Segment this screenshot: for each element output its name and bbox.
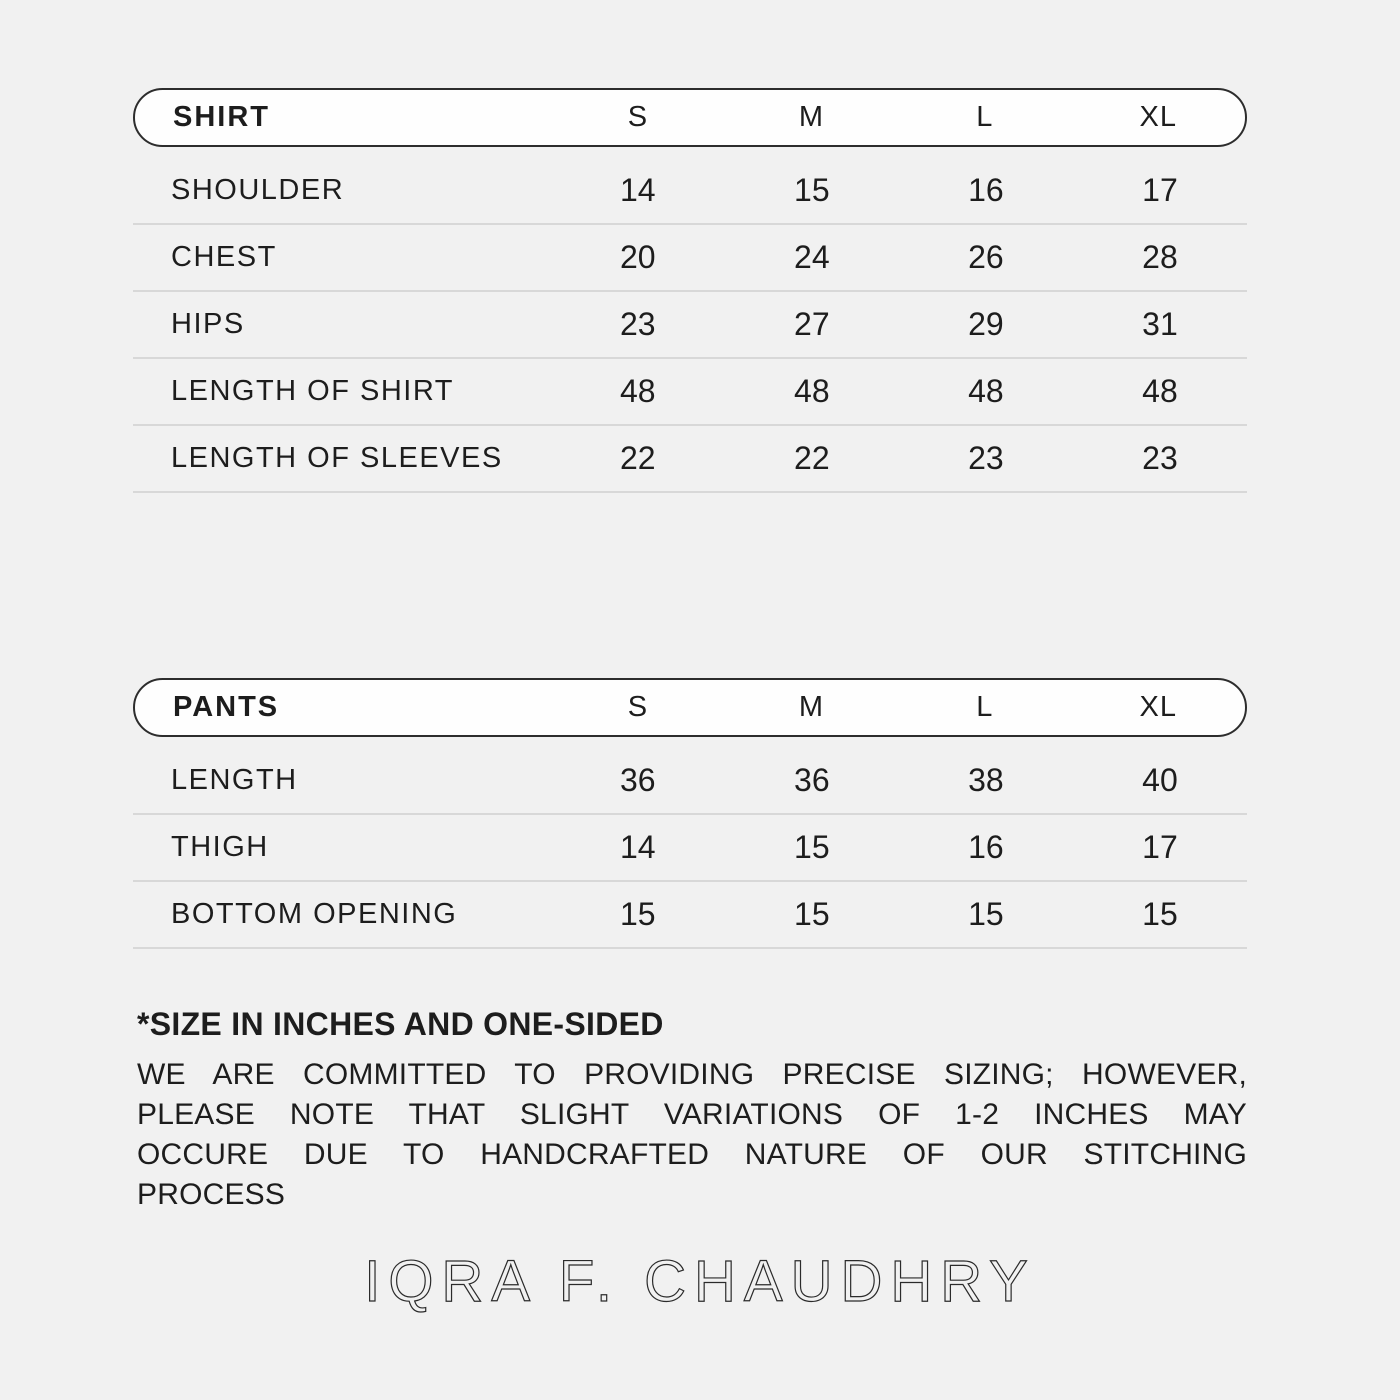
row-value: 15: [794, 896, 830, 932]
row-value: 28: [1142, 239, 1178, 275]
brand-logo: IQRA F. CHAUDHRY: [364, 1249, 1036, 1314]
shirt-column-header-s: S: [627, 101, 649, 133]
shirt-table-rows: [133, 158, 1247, 493]
row-value: 14: [619, 829, 656, 865]
pants-table-header-pill: [133, 678, 1247, 737]
pants-table-title: PANTS: [173, 691, 280, 723]
row-value: 17: [1142, 172, 1178, 208]
row-value: 40: [1142, 762, 1178, 798]
pants-column-header-m: M: [798, 691, 824, 723]
row-label: LENGTH OF SHIRT: [171, 375, 454, 407]
row-value: 26: [968, 239, 1004, 275]
shirt-table-title: SHIRT: [173, 101, 270, 133]
row-value: 31: [1142, 306, 1178, 342]
row-value: 48: [968, 373, 1004, 409]
table-row: [133, 292, 1247, 359]
row-value: 15: [794, 829, 830, 865]
row-value: 48: [1142, 373, 1178, 409]
row-value: 48: [619, 373, 656, 409]
table-row: [133, 359, 1247, 426]
row-label: CHEST: [171, 241, 277, 273]
row-value: 29: [968, 306, 1004, 342]
pants-size-table: [133, 678, 1247, 949]
row-value: 16: [968, 172, 1004, 208]
pants-table-rows: [133, 748, 1247, 949]
table-row: [133, 815, 1247, 882]
row-value: 27: [794, 306, 830, 342]
row-value: 20: [619, 239, 656, 275]
shirt-column-header-xl: XL: [1139, 101, 1178, 133]
pants-column-header-l: L: [976, 691, 994, 723]
row-value: 15: [1142, 896, 1178, 932]
row-value: 17: [1142, 829, 1178, 865]
row-value: 22: [794, 440, 830, 476]
pants-column-header-s: S: [627, 691, 649, 723]
row-label: SHOULDER: [171, 174, 345, 206]
row-value: 36: [794, 762, 830, 798]
table-row: [133, 225, 1247, 292]
row-value: 24: [794, 239, 830, 275]
row-value: 23: [1142, 440, 1178, 476]
row-label: THIGH: [171, 831, 269, 863]
table-row: [133, 748, 1247, 815]
table-row: [133, 426, 1247, 493]
row-label: LENGTH OF SLEEVES: [171, 442, 503, 474]
row-value: 16: [968, 829, 1004, 865]
shirt-size-table: [133, 88, 1247, 493]
row-value: 15: [619, 896, 656, 932]
row-label: HIPS: [171, 308, 245, 340]
row-value: 23: [968, 440, 1004, 476]
row-value: 36: [619, 762, 656, 798]
row-value: 48: [794, 373, 830, 409]
sizing-note: [137, 1006, 1247, 1215]
row-value: 14: [619, 172, 656, 208]
sizing-note-title: *SIZE IN INCHES AND ONE-SIDED: [137, 1006, 664, 1042]
row-label: BOTTOM OPENING: [171, 898, 458, 930]
row-value: 22: [619, 440, 656, 476]
table-row: [133, 882, 1247, 949]
row-value: 23: [619, 306, 656, 342]
shirt-column-header-l: L: [976, 101, 994, 133]
pants-column-header-xl: XL: [1139, 691, 1178, 723]
table-row: [133, 158, 1247, 225]
shirt-table-header-pill: [133, 88, 1247, 147]
row-value: 38: [968, 762, 1004, 798]
row-label: LENGTH: [171, 764, 298, 796]
row-value: 15: [794, 172, 830, 208]
sizing-note-body: WE ARE COMMITTED TO PROVIDING PRECISE SIZING; HOWEVER, PLEASE NOTE THAT SLIGHT VARIATIONS OF 1-2 INCHES MAY OCCURE DUE TO HANDCRAFTED NATURE OF OUR STITCHING PROCESS: [137, 1058, 1247, 1211]
row-value: 15: [968, 896, 1004, 932]
shirt-column-header-m: M: [798, 101, 824, 133]
